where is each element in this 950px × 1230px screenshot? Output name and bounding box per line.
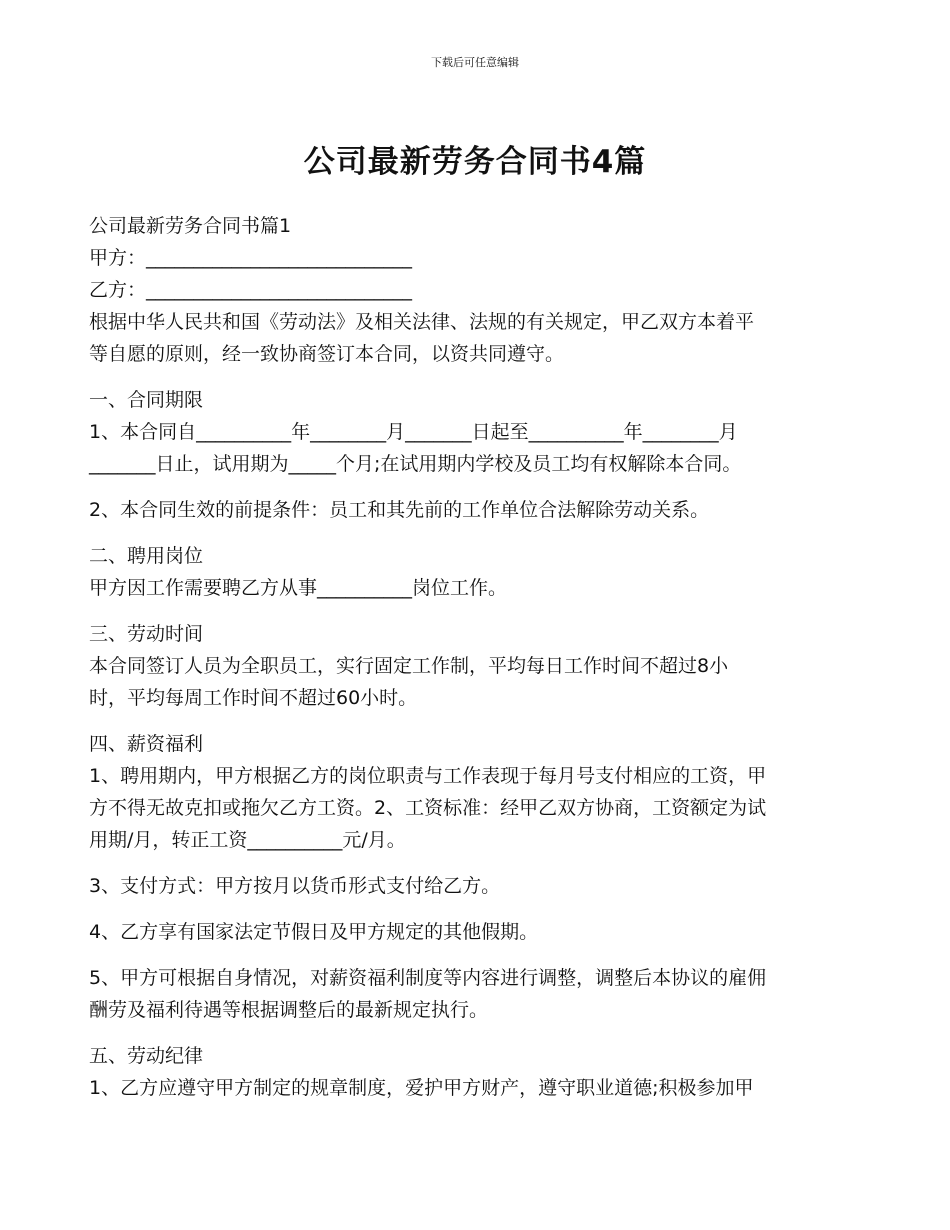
section-4-item-1-line-1: 1、聘用期内，甲方根据乙方的岗位职责与工作表现于每月号支付相应的工资，甲 <box>89 765 767 787</box>
document-title: 公司最新劳务合同书4篇 <box>303 144 647 180</box>
section-1-item-1-line-1: 1、本合同自__________年________月_______日起至__________年________月 <box>89 421 738 443</box>
section-3-text-line-2: 时，平均每周工作时间不超过60小时。 <box>89 687 418 709</box>
intro-line-1: 根据中华人民共和国《劳动法》及相关法律、法规的有关规定，甲乙双方本着平 <box>89 311 755 333</box>
section-1-item-1-line-2: _______日止，试用期为_____个月;在试用期内学校及员工均有权解除本合同。 <box>89 453 742 475</box>
section-4-item-1-line-3: 用期/月，转正工资__________元/月。 <box>89 829 406 851</box>
section-3-heading: 三、劳动时间 <box>89 623 204 645</box>
section-4-item-4: 4、乙方享有国家法定节假日及甲方规定的其他假期。 <box>89 921 539 943</box>
section-1-heading: 一、合同期限 <box>89 389 204 411</box>
section-4-item-5-line-2: 酬劳及福利待遇等根据调整后的最新规定执行。 <box>89 999 489 1021</box>
party-a-line: 甲方：____________________________ <box>89 247 413 269</box>
section-2-heading: 二、聘用岗位 <box>89 545 204 567</box>
section-3-text-line-1: 本合同签订人员为全职员工，实行固定工作制，平均每日工作时间不超过8小 <box>89 655 729 677</box>
page-header-note: 下载后可任意编辑 <box>431 56 519 69</box>
section-2-text: 甲方因工作需要聘乙方从事__________岗位工作。 <box>89 577 508 599</box>
section-4-item-1-line-2: 方不得无故克扣或拖欠乙方工资。2、工资标准：经甲乙双方协商，工资额定为试 <box>89 797 767 819</box>
section-4-item-5-line-1: 5、甲方可根据自身情况，对薪资福利制度等内容进行调整，调整后本协议的雇佣 <box>89 967 767 989</box>
section-4-item-3: 3、支付方式：甲方按月以货币形式支付给乙方。 <box>89 875 501 897</box>
intro-line-2: 等自愿的原则，经一致协商签订本合同，以资共同遵守。 <box>89 343 565 365</box>
section-4-heading: 四、薪资福利 <box>89 733 204 755</box>
section-1-item-2: 2、本合同生效的前提条件：员工和其先前的工作单位合法解除劳动关系。 <box>89 499 710 521</box>
section-5-item-1: 1、乙方应遵守甲方制定的规章制度，爱护甲方财产，遵守职业道德;积极参加甲 <box>89 1077 754 1099</box>
party-b-line: 乙方：____________________________ <box>89 279 413 301</box>
document-body <box>89 210 864 1104</box>
contract-subtitle: 公司最新劳务合同书篇1 <box>89 215 292 237</box>
section-5-heading: 五、劳动纪律 <box>89 1045 204 1067</box>
